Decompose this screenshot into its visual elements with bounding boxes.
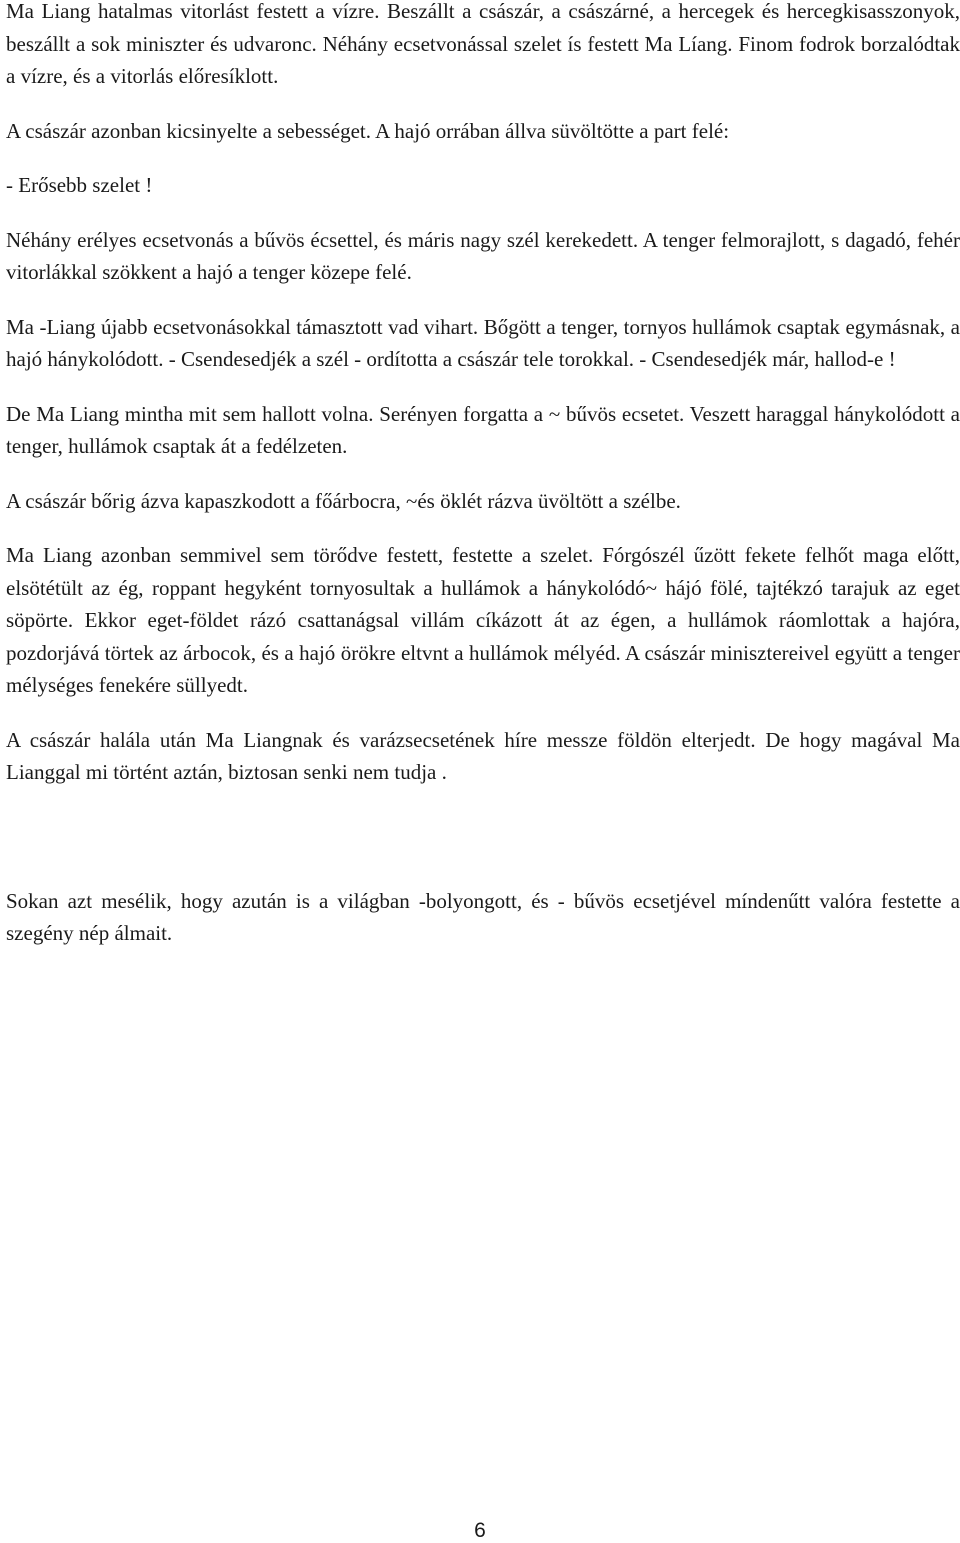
document-page (6, 0, 960, 950)
paragraph-stronger-wind: - Erősebb szelet ! (6, 173, 153, 197)
paragraph-legend: Sokan azt mesélik, hogy azután is a világban -bolyongott, és - bűvös ecsetjével míndenűtt valóra festette a szegény nép álmait. (6, 888, 960, 945)
paragraph-fame: A császár halála után Ma Liangnak és varázsecsetének híre messze földön elterjedt. De hogy magával Ma Lianggal mi történt aztán, biztosan senki nem tudja . (6, 727, 960, 784)
paragraph-emperor-speed: A császár azonban kicsinyelte a sebességet. A hajó orrában állva süvöltötte a part felé: (6, 118, 730, 143)
paragraph-big-wind: Néhány erélyes ecsetvonás a bűvös écsettel, és máris nagy szél kerekedett. A tenger felmorajlott, s dagadó, fehér vitorlákkal szökkent a hajó a tenger közepe felé. (6, 227, 960, 284)
paragraph-sail: Ma Liang hatalmas vitorlást festett a vízre. Beszállt a császár, a császárné, a hercegek és hercegkisasszonyok, beszállt a sok miniszter és udvaronc. Néhány ecsetvonással szelet ís festett Ma Líang. Finom fodrok borzalódtak a vízre, és a vitorlás előresíklott. (6, 0, 960, 88)
paragraph-brush: De Ma Liang mintha mit sem hallott volna. Serényen forgatta a ~ bűvös ecsetet. Veszett haraggal hánykolódott a tenger, hullámok csaptak át a fedélzeten. (6, 401, 960, 458)
paragraph-storm: Ma -Liang újabb ecsetvonásokkal támasztott vad vihart. Bőgött a tenger, tornyos hullámok csaptak egymásnak, a hajó hánykolódott. - Csendesedjék a szél - ordította a császár tele torokkal. - Csendesedjék már, hallod-e ! (6, 314, 960, 371)
paragraph-mast: A császár bőrig ázva kapaszkodott a főárbocra, ~és öklét rázva üvöltött a szélbe. (6, 488, 681, 513)
page-number: 6 (474, 1519, 486, 1542)
paragraph-sinking: Ma Liang azonban semmivel sem törődve festett, festette a szelet. Fórgószél űzött fekete felhőt maga előtt, elsötétült az ég, roppant hegyként tornyosultak a hullámok a hánykolódó~ hájó fölé, tajtékzó tarajuk az eget söpörte. Ekkor eget-földet rázó csattanágsal villám cíkázott át az égen, a hullámok ráomlottak a hajóra, pozdorjává törtek az árbocok, és a hajó örökre eltvnt a hullámok mélyéd. A császár minisztereivel együtt a tenger mélységes fenekére süllyedt. (6, 543, 960, 697)
